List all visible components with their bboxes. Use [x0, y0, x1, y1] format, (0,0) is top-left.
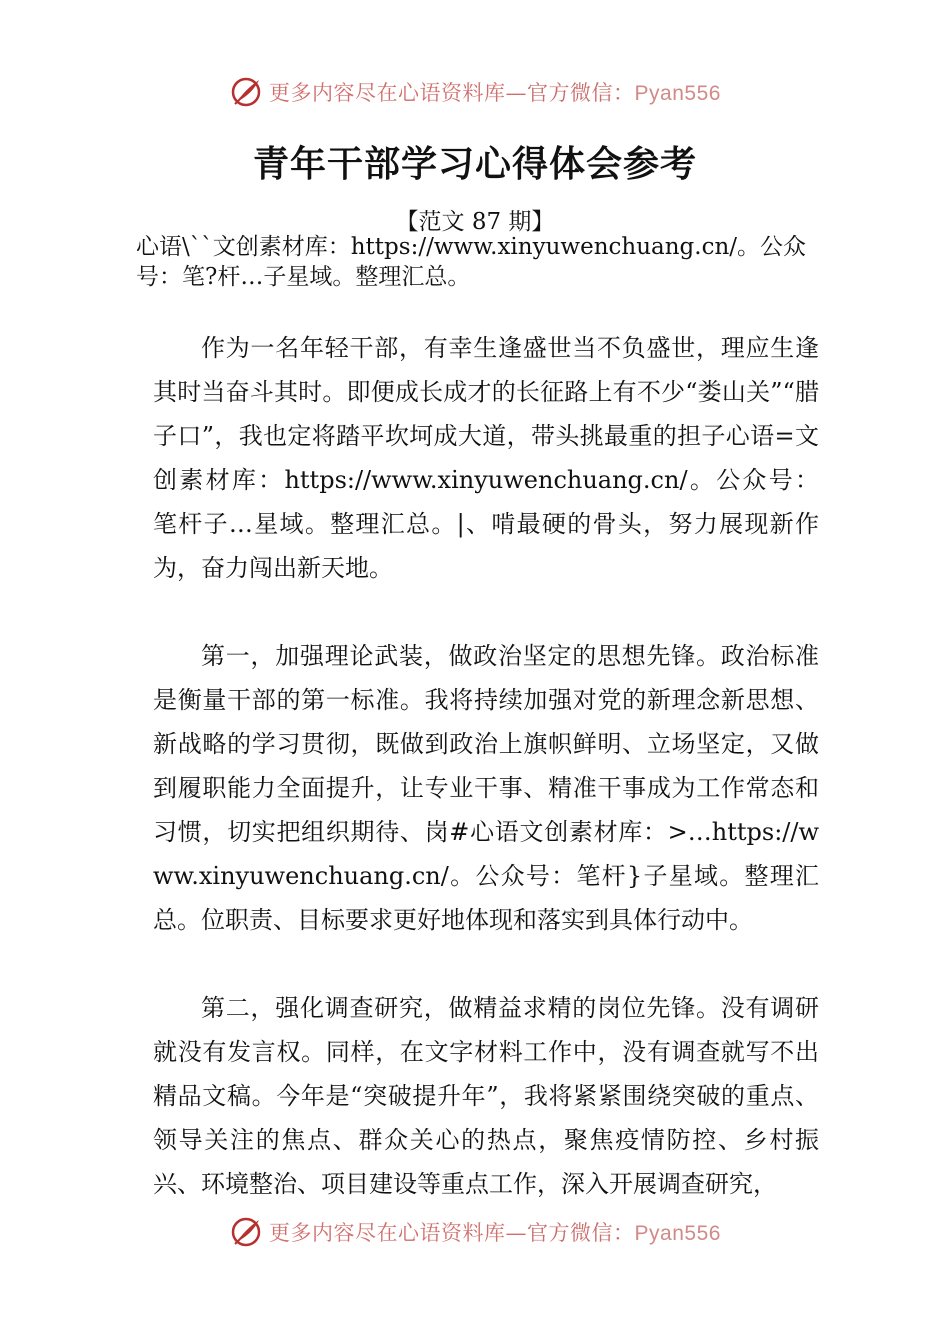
- quill-logo-icon: [229, 1215, 263, 1249]
- watermark-text: 更多内容尽在心语资料库—官方微信：Pyan556: [269, 1221, 721, 1245]
- source-note: 心语\``文创素材库：https://www.xinyuwenchuang.cn/。公众号：笔?杆…子星域。整理汇总。: [136, 234, 807, 290]
- paragraph-intro: 作为一名年轻干部，有幸生逢盛世当不负盛世，理应生逢其时当奋斗其时。即便成长成才的长征路上有不少“娄山关”“腊子口”，我也定将踏平坎坷成大道，带头挑最重的担子心语=文创素材库：https://www.xinyuwenchuang.cn/。公众号：笔杆子…星域。整理汇总。|、啃最硬的骨头，努力展现新作为，奋力闯出新天地。: [153, 334, 819, 582]
- issue-number: 【范文 87 期】: [395, 209, 555, 235]
- watermark-banner-top: [0, 72, 950, 112]
- paragraph-second-point: 第二，强化调查研究，做精益求精的岗位先锋。没有调研就没有发言权。同样，在文字材料工作中，没有调查就写不出精品文稿。今年是“突破提升年”，我将紧紧围绕突破的重点、领导关注的焦点、群众关心的热点，聚焦疫情防控、乡村振兴、环境整治、项目建设等重点工作，深入开展调查研究，: [153, 994, 819, 1198]
- watermark-text: 更多内容尽在心语资料库—官方微信：Pyan556: [269, 81, 721, 105]
- paragraph-first-point: 第一，加强理论武装，做政治坚定的思想先锋。政治标准是衡量干部的第一标准。我将持续加强对党的新理念新思想、新战略的学习贯彻，既做到政治上旗帜鲜明、立场坚定，又做到履职能力全面提升，让专业干事、精准干事成为工作常态和习惯，切实把组织期待、岗#心语文创素材库：>…https://www.xinyuwenchuang.cn/。公众号：笔杆}子星域。整理汇总。位职责、目标要求更好地体现和落实到具体行动中。: [153, 642, 819, 934]
- quill-logo-icon: [229, 75, 263, 109]
- watermark-banner-bottom: [0, 1212, 950, 1252]
- document-title: 青年干部学习心得体会参考: [252, 144, 697, 185]
